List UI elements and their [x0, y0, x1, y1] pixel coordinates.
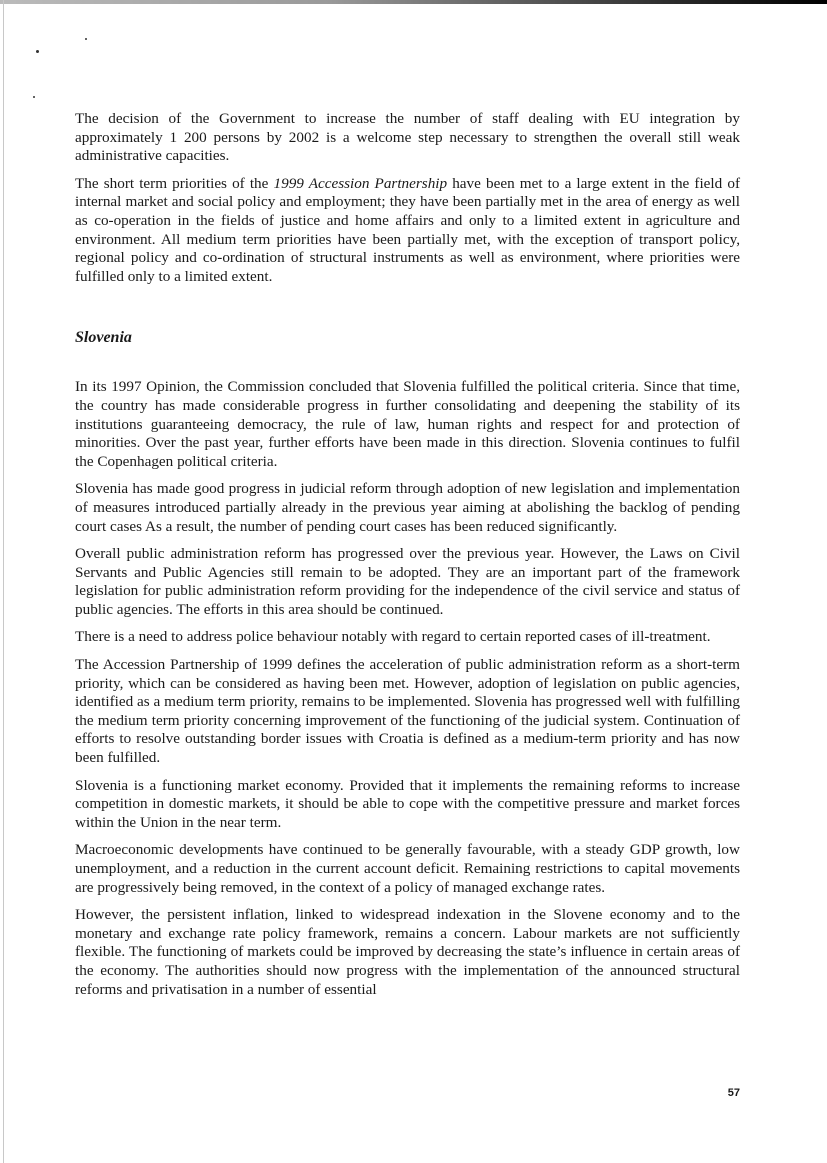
- scan-speck: [85, 38, 87, 40]
- paragraph-staff-increase: The decision of the Government to increase the number of staff dealing with EU integration by approximately 1 200 persons by 2002 is a welcome step necessary to strengthen the overall still weak administrative capacities.: [75, 110, 740, 165]
- paragraph-political-criteria: In its 1997 Opinion, the Commission concluded that Slovenia fulfilled the political criteria. Since that time, the country has made considerable progress in further consolidating and deepening the stability of its institutions guaranteeing democracy, the rule of law, human rights and respect for and protection of minorities. Over the past year, further efforts have been made in this direction. Slovenia continues to fulfil the Copenhagen political criteria.: [75, 378, 740, 470]
- paragraph-judicial-reform: Slovenia has made good progress in judicial reform through adoption of new legislation and implementation of measures introduced partially already in the previous year aiming at abolishing the backlog of pending court cases As a result, the number of pending court cases has been reduced significantly.: [75, 480, 740, 535]
- priorities-continued: field of internal market and social policy and employment; they have been partially met in the area of energy as well as co-operation in the fields of justice and home affairs and only to a limited extent in agriculture and environment. All medium term priorities have been partially met, with the exception of transport policy, regional policy and co-ordination of structural instruments as well as environment, where priorities were fulfilled only to a limited extent.: [75, 174, 740, 285]
- top-scan-edge: [0, 0, 827, 4]
- accession-partnership-title: 1999 Accession Partnership: [273, 174, 448, 192]
- priorities-rest: have been met to a large extent in the: [447, 174, 695, 192]
- scan-speck: [36, 50, 39, 53]
- scan-speck: [33, 96, 35, 98]
- paragraph-short-term-priorities: [75, 175, 740, 287]
- paragraph-public-administration: Overall public administration reform has progressed over the previous year. However, the Laws on Civil Servants and Public Agencies still remain to be adopted. They are an important part of the framework legislation for public administration reform providing for the independence of the civil service and status of public agencies. The efforts in this area should be continued.: [75, 545, 740, 618]
- left-scan-edge: [3, 0, 4, 1163]
- paragraph-inflation: However, the persistent inflation, linked to widespread indexation in the Slovene economy and to the monetary and exchange rate policy framework, remains a concern. Labour markets are not sufficiently flexible. The functioning of markets could be improved by decreasing the state’s influence in certain areas of the economy. The authorities should now progress with the implementation of the announced structural reforms and privatisation in a number of essential: [75, 906, 740, 998]
- priorities-intro: The short term priorities of the: [75, 174, 274, 192]
- document-body: [75, 110, 740, 1008]
- paragraph-police-behaviour: There is a need to address police behaviour notably with regard to certain reported cases of ill-treatment.: [75, 628, 711, 646]
- section-heading-slovenia: Slovenia: [75, 329, 132, 347]
- paragraph-accession-partnership: The Accession Partnership of 1999 defines the acceleration of public administration reform as a short-term priority, which can be considered as having been met. However, adoption of legislation on public agencies, identified as a medium term priority, remains to be implemented. Slovenia has progressed well with fulfilling the medium term priority concerning improvement of the functioning of the judicial system. Continuation of efforts to resolve outstanding border issues with Croatia is defined as a medium-term priority and has now been fulfilled.: [75, 656, 740, 767]
- paragraph-market-economy: Slovenia is a functioning market economy. Provided that it implements the remaining reforms to increase competition in domestic markets, it should be able to cope with the competitive pressure and market forces within the Union in the near term.: [75, 776, 740, 831]
- paragraph-macroeconomic: Macroeconomic developments have continued to be generally favourable, with a steady GDP growth, low unemployment, and a reduction in the current account deficit. Remaining restrictions to capital movements are progressively being removed, in the context of a policy of managed exchange rates.: [75, 841, 740, 896]
- page-number: 57: [727, 1087, 740, 1099]
